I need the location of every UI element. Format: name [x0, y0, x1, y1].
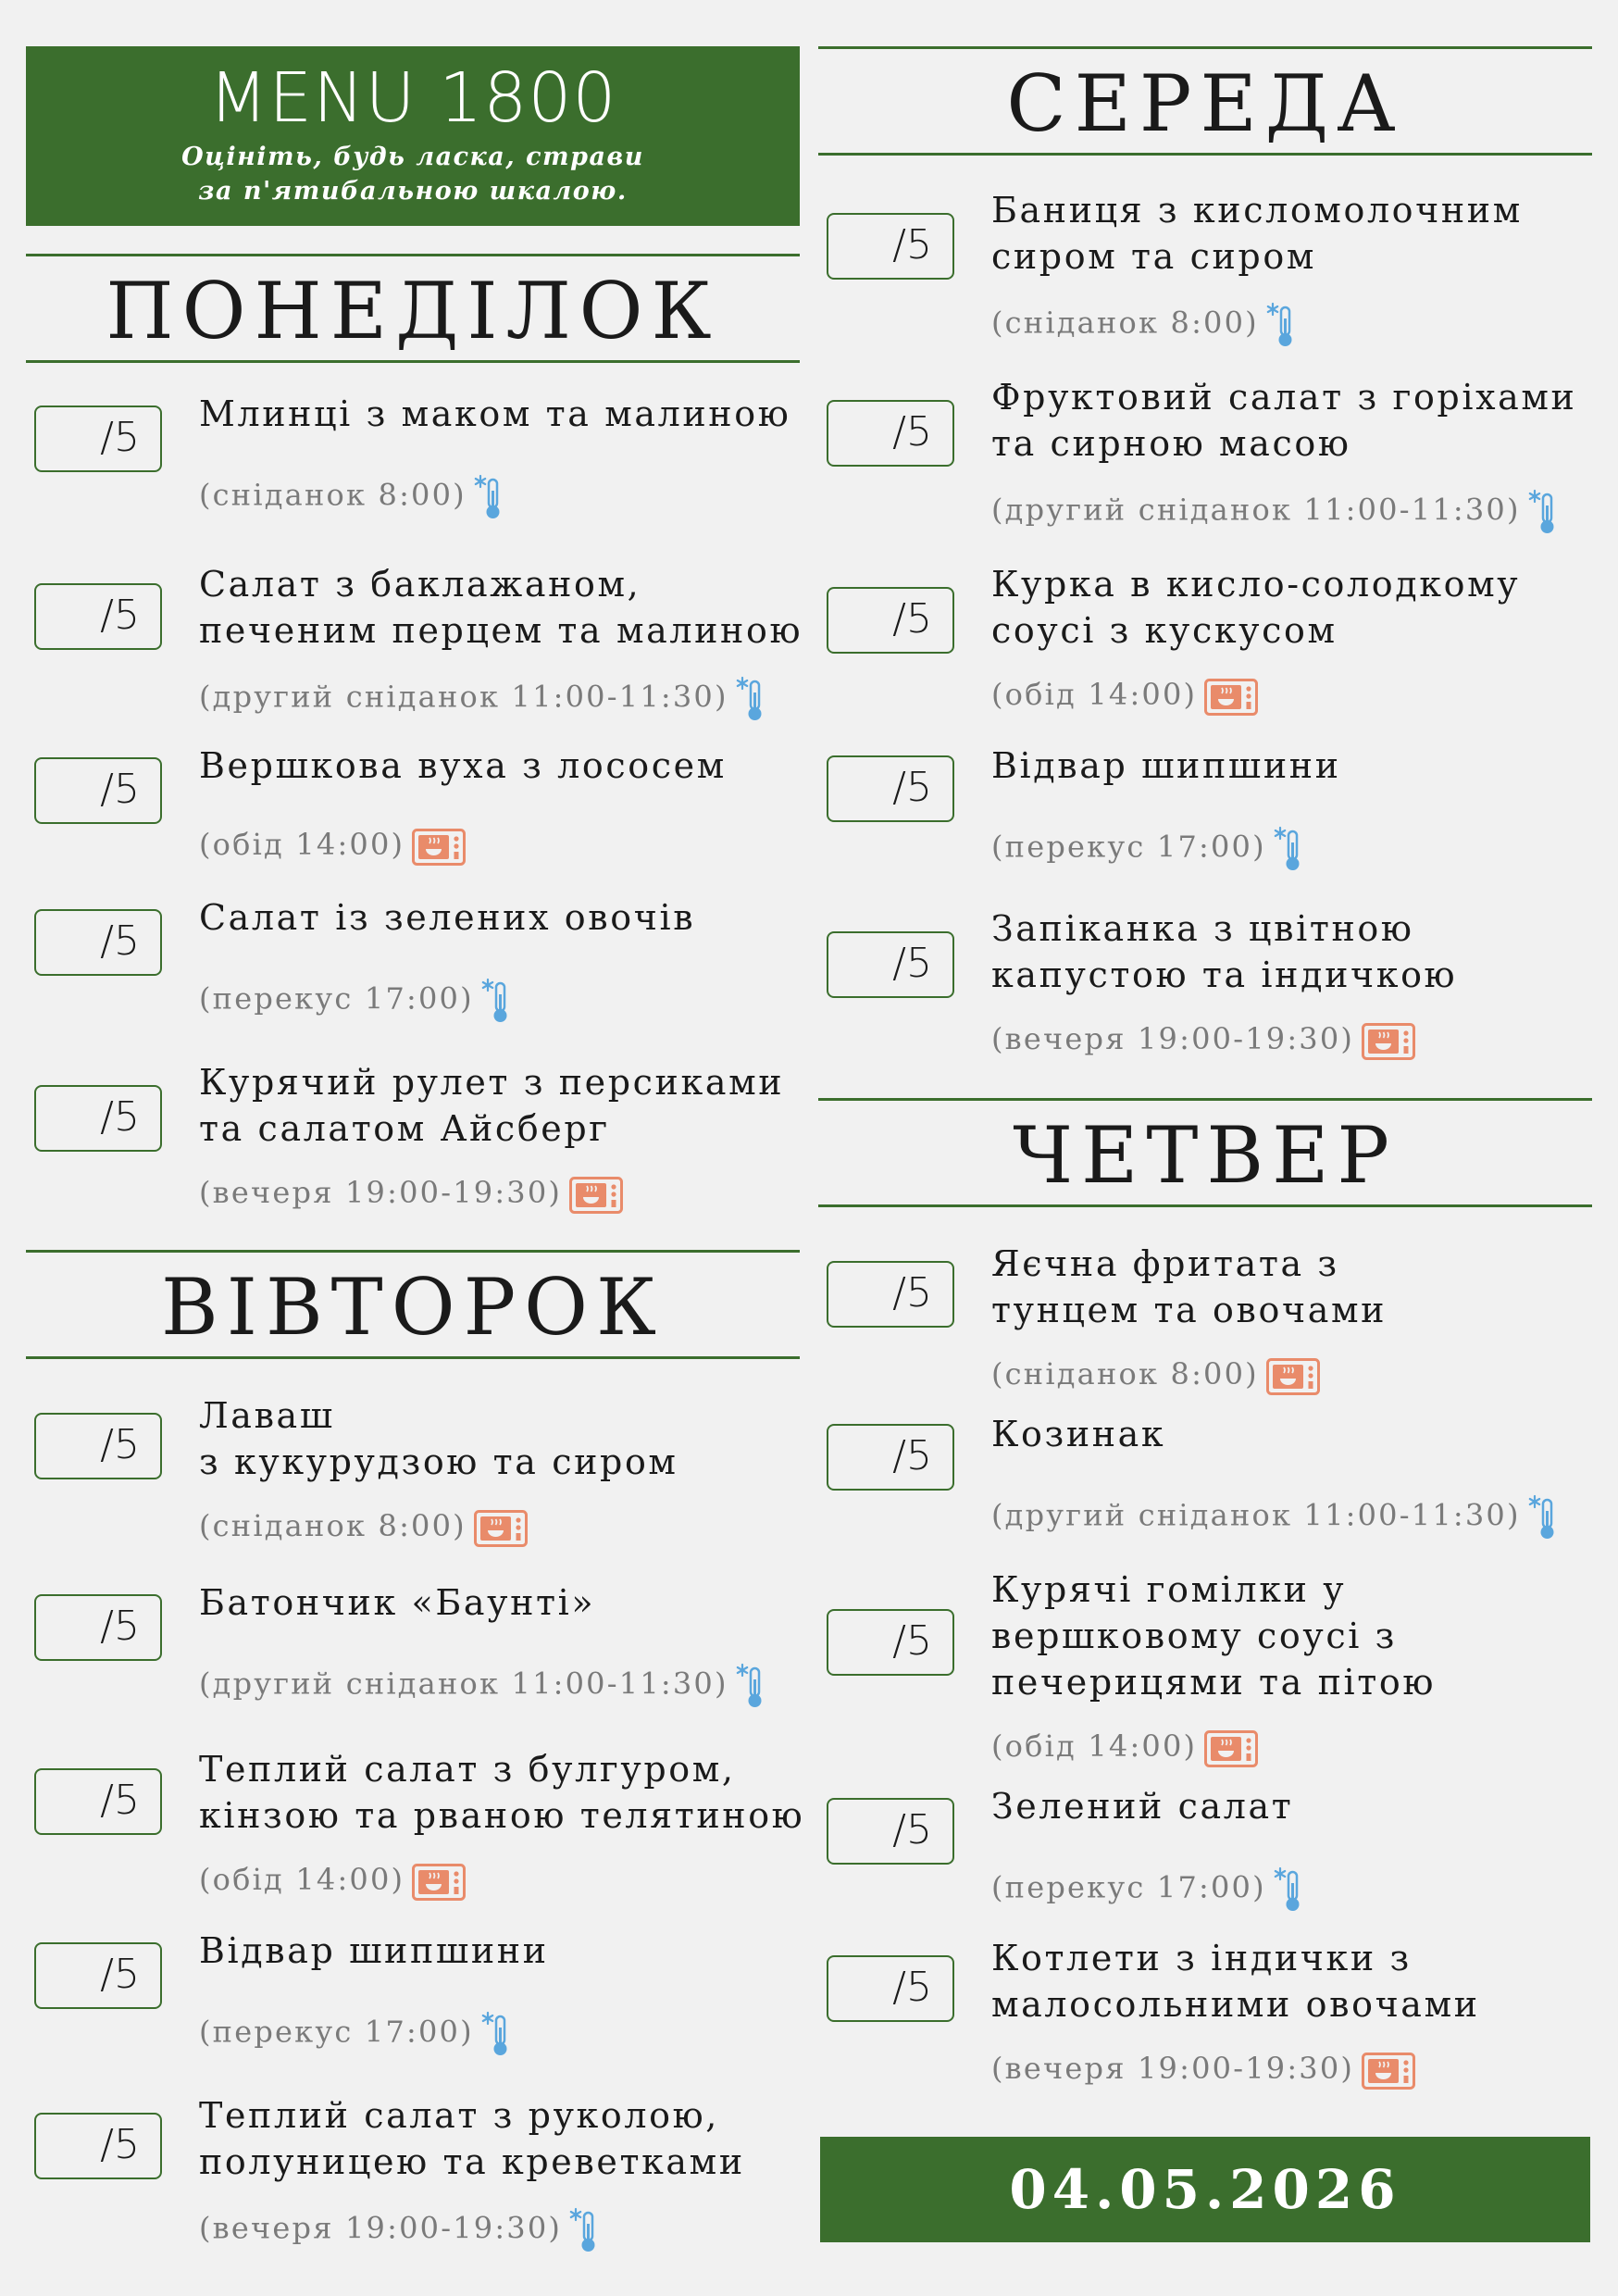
- dish-name: Салат із зелених овочів: [199, 897, 696, 938]
- dish-name: Котлети з індички з: [991, 1938, 1412, 1978]
- dish-name: та салатом Айсберг: [199, 1108, 610, 1149]
- dish-name: полуницею та креветками: [199, 2141, 745, 2182]
- dish-name: Козинак: [991, 1414, 1166, 1454]
- meal-time-label: (перекус 17:00): [991, 829, 1266, 865]
- meal-time-label: (сніданок 8:00): [991, 1356, 1259, 1391]
- dish-name: Салат з баклажаном,: [199, 564, 641, 605]
- meal-time-label: (сніданок 8:00): [199, 477, 467, 513]
- meal-time: [199, 1174, 623, 1214]
- dish-name: малосольними овочами: [991, 1984, 1480, 2025]
- microwave-icon: [474, 1510, 528, 1547]
- dish-name: Баниця з кисломолочним: [991, 190, 1523, 231]
- microwave-icon: [569, 1177, 623, 1214]
- menu-subtitle-line-1: Оцініть, будь ласка, страви: [181, 143, 644, 172]
- meal-time: [991, 2050, 1415, 2090]
- day-heading-monday: ПОНЕДІЛОК: [26, 254, 800, 363]
- meal-time-label: (вечеря 19:00-19:30): [991, 2051, 1355, 2086]
- day-heading-thursday: ЧЕТВЕР: [818, 1098, 1592, 1207]
- cold-thermometer-icon: [481, 2011, 513, 2057]
- dish-name: з кукурудзою та сиром: [199, 1441, 678, 1482]
- rating-box[interactable]: /5: [827, 213, 954, 280]
- rating-box[interactable]: /5: [34, 1413, 162, 1479]
- meal-time-label: (другий сніданок 11:00-11:30): [199, 1666, 728, 1702]
- cold-thermometer-icon: [1266, 302, 1298, 348]
- dish-name: капустою та індичкою: [991, 955, 1458, 995]
- dish-name: печеним перцем та малиною: [199, 610, 803, 651]
- meal-time: [991, 826, 1305, 872]
- meal-time: [199, 474, 505, 520]
- dish-name: Запіканка з цвітною: [991, 908, 1414, 949]
- meal-time: [199, 2207, 601, 2253]
- menu-subtitle: [26, 140, 800, 208]
- meal-time-label: (другий сніданок 11:00-11:30): [991, 1497, 1521, 1533]
- meal-time-label: (перекус 17:00): [991, 1869, 1266, 1905]
- rating-box[interactable]: /5: [827, 1798, 954, 1865]
- meal-time: [199, 2011, 513, 2057]
- meal-time-label: (другий сніданок 11:00-11:30): [199, 679, 728, 715]
- day-heading-tuesday: ВІВТОРОК: [26, 1250, 800, 1359]
- meal-time: [199, 826, 466, 866]
- meal-time-label: (вечеря 19:00-19:30): [991, 1021, 1355, 1056]
- dish-name: Млинці з маком та малиною: [199, 393, 791, 434]
- rating-box[interactable]: /5: [827, 587, 954, 654]
- microwave-icon: [1204, 679, 1258, 716]
- dish-name: Вершкова вуха з лососем: [199, 745, 727, 786]
- dish-name: Батончик «Баунті»: [199, 1582, 596, 1623]
- cold-thermometer-icon: [1274, 1866, 1305, 1913]
- dish-name: тунцем та овочами: [991, 1290, 1388, 1330]
- meal-time-label: (вечеря 19:00-19:30): [199, 1175, 563, 1210]
- rating-box[interactable]: /5: [827, 755, 954, 822]
- meal-time-label: (обід 14:00): [991, 677, 1198, 712]
- meal-time-label: (обід 14:00): [991, 1728, 1198, 1764]
- rating-box[interactable]: /5: [827, 1261, 954, 1328]
- meal-time: [199, 676, 767, 722]
- rating-box[interactable]: /5: [827, 1955, 954, 2022]
- rating-box[interactable]: /5: [827, 1609, 954, 1676]
- meal-time: [991, 489, 1560, 535]
- dish-name: Лаваш: [199, 1395, 335, 1436]
- dish-name: Фруктовий салат з горіхами: [991, 377, 1577, 418]
- rating-box[interactable]: /5: [34, 1768, 162, 1835]
- cold-thermometer-icon: [736, 676, 767, 722]
- microwave-icon: [1362, 1023, 1415, 1060]
- menu-header: [26, 46, 800, 226]
- rating-box[interactable]: /5: [827, 1424, 954, 1491]
- cold-thermometer-icon: [1528, 489, 1560, 535]
- meal-time: [199, 978, 513, 1024]
- dish-name: Курячий рулет з персиками: [199, 1062, 785, 1103]
- meal-time-label: (перекус 17:00): [199, 980, 474, 1017]
- dish-name: та сирною масою: [991, 423, 1351, 464]
- dish-name: Курка в кисло-солодкому: [991, 564, 1521, 605]
- day-heading-wednesday: СЕРЕДА: [818, 46, 1592, 156]
- rating-box[interactable]: /5: [34, 406, 162, 472]
- dish-name: кінзою та рваною телятиною: [199, 1795, 805, 1836]
- meal-time: [991, 1020, 1415, 1060]
- meal-time: [991, 1728, 1258, 1767]
- menu-title: MENU 1800: [208, 58, 617, 138]
- meal-time-label: (обід 14:00): [199, 827, 405, 862]
- cold-thermometer-icon: [1274, 826, 1305, 872]
- cold-thermometer-icon: [474, 474, 505, 520]
- meal-time-label: (другий сніданок 11:00-11:30): [991, 492, 1521, 528]
- meal-time: [991, 1866, 1305, 1913]
- meal-time-label: (обід 14:00): [199, 1862, 405, 1897]
- dish-name: соусі з кускусом: [991, 610, 1338, 651]
- menu-date: 04.05.2026: [820, 2137, 1590, 2242]
- dish-name: Відвар шипшини: [199, 1930, 549, 1971]
- meal-time: [199, 1507, 528, 1547]
- rating-box[interactable]: /5: [34, 1594, 162, 1661]
- meal-time: [199, 1663, 767, 1709]
- rating-box[interactable]: /5: [827, 931, 954, 998]
- meal-time: [991, 676, 1258, 716]
- meal-time-label: (перекус 17:00): [199, 2014, 474, 2050]
- rating-box[interactable]: /5: [34, 757, 162, 824]
- rating-box[interactable]: /5: [34, 909, 162, 976]
- dish-name: Зелений салат: [991, 1786, 1294, 1827]
- meal-time: [991, 1494, 1560, 1541]
- rating-box[interactable]: /5: [827, 400, 954, 467]
- dish-name: Курячі гомілки у: [991, 1569, 1347, 1610]
- cold-thermometer-icon: [569, 2207, 601, 2253]
- dish-name: вершковому соусі з: [991, 1616, 1397, 1656]
- rating-box[interactable]: /5: [34, 1942, 162, 2009]
- meal-time: [991, 1355, 1320, 1395]
- dish-name: Теплий салат з руколою,: [199, 2095, 719, 2136]
- rating-box[interactable]: /5: [34, 2113, 162, 2179]
- dish-name: сиром та сиром: [991, 236, 1316, 277]
- cold-thermometer-icon: [1528, 1494, 1560, 1541]
- dish-name: Відвар шипшини: [991, 745, 1341, 786]
- dish-name: Теплий салат з булгуром,: [199, 1749, 736, 1790]
- rating-box[interactable]: /5: [34, 1085, 162, 1152]
- rating-box[interactable]: /5: [34, 583, 162, 650]
- dish-name: печерицями та пітою: [991, 1662, 1437, 1703]
- dish-name: Яєчна фритата з: [991, 1243, 1339, 1284]
- microwave-icon: [1204, 1730, 1258, 1767]
- microwave-icon: [1362, 2053, 1415, 2090]
- cold-thermometer-icon: [736, 1663, 767, 1709]
- cold-thermometer-icon: [481, 978, 513, 1024]
- meal-time-label: (вечеря 19:00-19:30): [199, 2210, 563, 2246]
- microwave-icon: [412, 829, 466, 866]
- microwave-icon: [412, 1864, 466, 1901]
- meal-time: [199, 1861, 466, 1901]
- microwave-icon: [1266, 1358, 1320, 1395]
- meal-time-label: (сніданок 8:00): [199, 1508, 467, 1543]
- meal-time-label: (сніданок 8:00): [991, 305, 1259, 341]
- meal-time: [991, 302, 1298, 348]
- menu-subtitle-line-2: за п'ятибальною шкалою.: [198, 177, 628, 206]
